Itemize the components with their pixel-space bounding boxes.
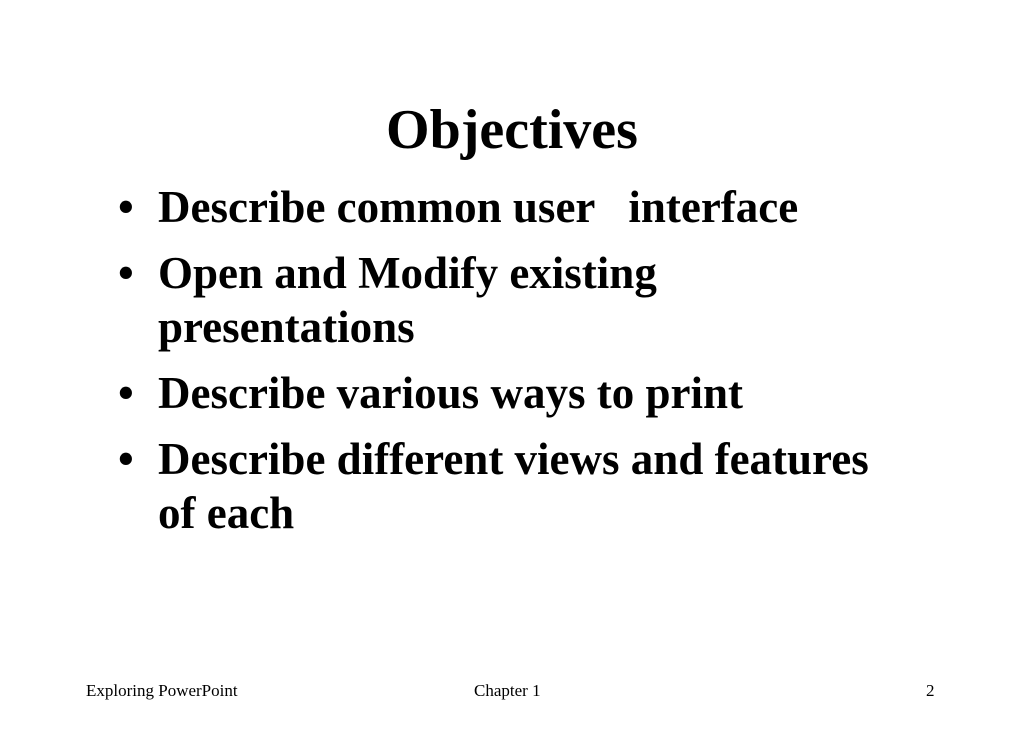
bullet-list bbox=[118, 180, 988, 552]
bullet-text: Describe common user interface bbox=[158, 182, 799, 232]
bullet-item bbox=[118, 432, 988, 540]
bullet-item bbox=[118, 366, 988, 420]
bullet-item bbox=[118, 246, 988, 354]
bullet-text: Describe different views and features of each bbox=[158, 434, 869, 538]
bullet-symbol: • bbox=[118, 248, 134, 298]
bullet-text: Describe various ways to print bbox=[158, 368, 743, 418]
bullet-text: Open and Modify existing presentations bbox=[158, 248, 657, 352]
bullet-symbol: • bbox=[118, 368, 134, 418]
footer-presentation-name: Exploring PowerPoint bbox=[86, 681, 238, 700]
bullet-symbol: • bbox=[118, 434, 134, 484]
bullet-symbol: • bbox=[118, 182, 134, 232]
bullet-item bbox=[118, 180, 988, 234]
footer-chapter: Chapter 1 bbox=[474, 681, 541, 700]
slide-title: Objectives bbox=[386, 99, 638, 161]
footer-page-number: 2 bbox=[926, 681, 935, 700]
